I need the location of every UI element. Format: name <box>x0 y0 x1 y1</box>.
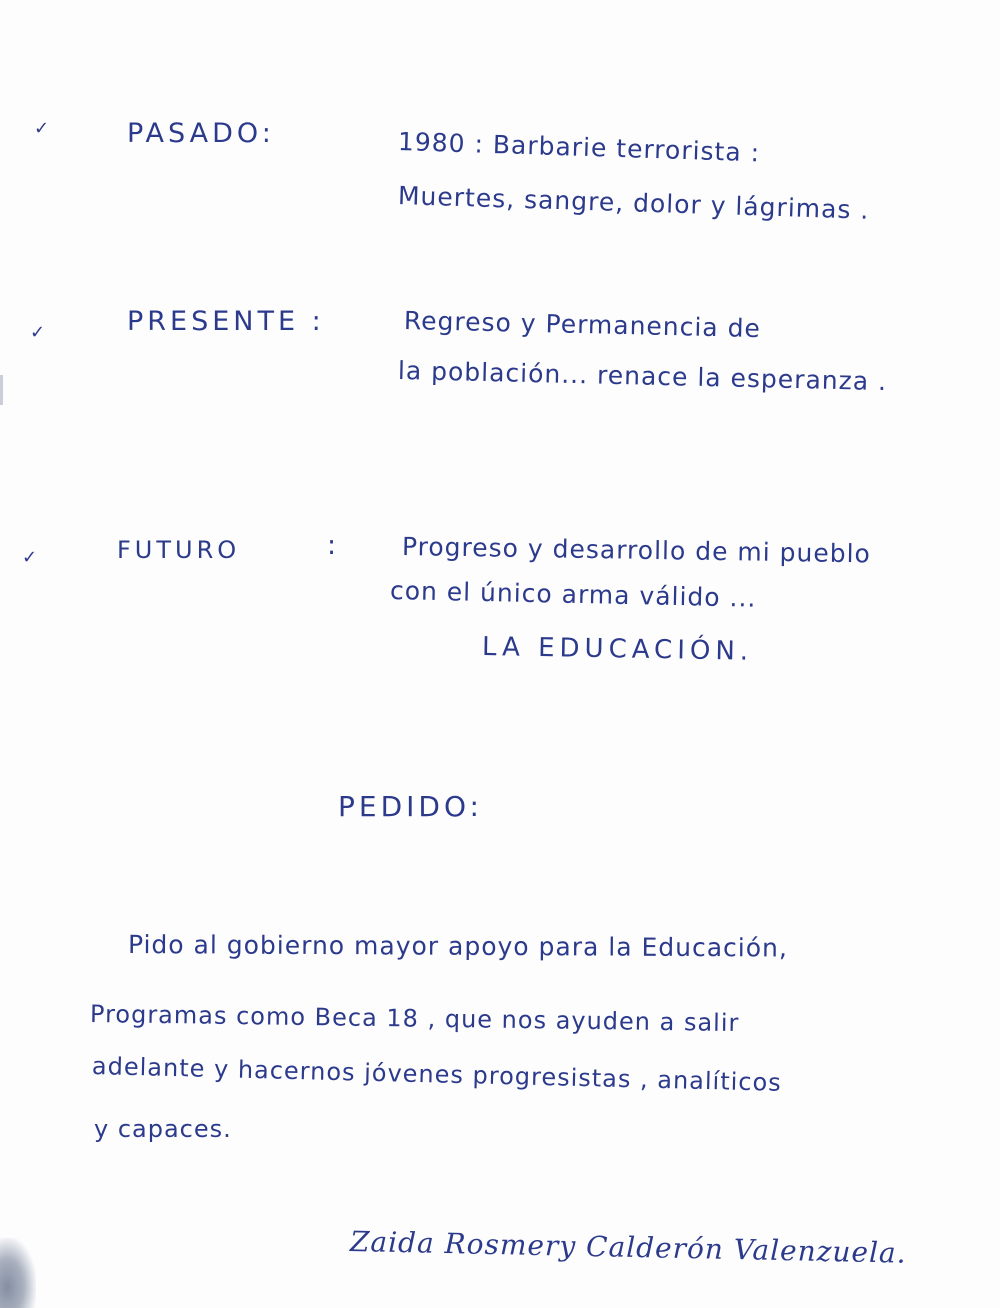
signature: Zaida Rosmery Calderón Valenzuela. <box>349 1225 907 1270</box>
pasado-check-mark: ✓ <box>34 118 50 139</box>
pedido-line-1: Pido al gobierno mayor apoyo para la Educación, <box>127 930 788 963</box>
futuro-label: FUTURO <box>117 536 241 564</box>
presente-label: PRESENTE : <box>127 306 325 337</box>
futuro-line-1: Progreso y desarrollo de mi pueblo <box>401 532 872 569</box>
pedido-heading: PEDIDO: <box>338 790 483 823</box>
presente-line-2: la población... renace la esperanza . <box>397 356 888 397</box>
scan-edge-mark <box>0 375 3 405</box>
pedido-line-4: y capaces. <box>94 1115 232 1143</box>
pedido-line-2: Programas como Beca 18 , que nos ayuden a salir <box>89 1000 740 1038</box>
presente-line-1: Regreso y Permanencia de <box>403 306 762 344</box>
futuro-colon: : <box>327 530 338 561</box>
futuro-line-2: con el único arma válido ... <box>389 576 757 613</box>
pasado-line-2: Muertes, sangre, dolor y lágrimas . <box>397 181 870 225</box>
futuro-check-mark: ✓ <box>22 547 38 568</box>
pedido-line-3: adelante y hacernos jóvenes progresistas , analíticos <box>91 1052 783 1097</box>
presente-check-mark: ✓ <box>30 322 46 343</box>
futuro-line-3: LA EDUCACIÓN. <box>481 632 754 667</box>
pasado-label: PASADO: <box>127 118 275 149</box>
scan-smudge <box>0 1238 36 1308</box>
pasado-line-1: 1980 : Barbarie terrorista : <box>397 127 761 168</box>
